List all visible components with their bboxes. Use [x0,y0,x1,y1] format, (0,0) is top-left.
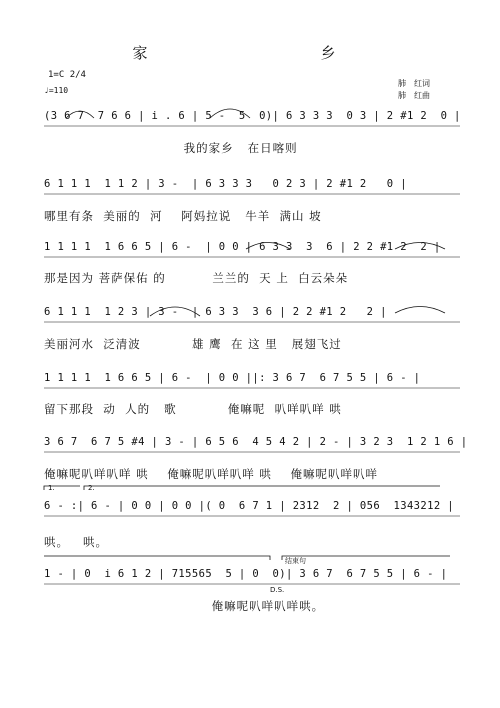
score-row-2-notes: 6 1 1 1 1 1 2 | 3 - | 6 3 3 3 0 2 3 | 2 #1 2 0 | [44,178,407,190]
volta-1-bracket [44,486,80,490]
volta-2-label: 2. [88,484,95,492]
score-row-1-lyrics: 我的家乡 在日喀则 [44,141,298,155]
key-signature: 1=C 2/4 [48,70,86,80]
slur-2 [210,109,250,118]
volta-1-label: 1. [48,484,55,492]
composer-credit: 肺 红曲 [398,91,430,100]
score-row-5-notes: 1 1 1 1 1 6 6 5 | 6 - | 0 0 ||: 3 6 7 6 7 5 5 | 6 - | [44,372,421,384]
score-row-3-lyrics: 那是因为 菩萨保佑 的 兰兰的 天 上 白云朵朵 [44,271,349,285]
slur-5 [395,243,445,250]
time-signature: 2/4 [69,70,86,80]
score-row-3-notes: 1 1 1 1 1 6 6 5 | 6 - | 0 0 | 6 3 3 3 6 | 2 2 #1 2 2 | [44,241,441,253]
score-row-7-lyrics: 哄。 哄。 [44,535,108,549]
volta-2-bracket [84,486,440,490]
ending-label: 结束句 [285,557,306,565]
score-row-6-notes: 3 6 7 6 7 5 #4 | 3 - | 6 5 6 4 5 4 2 | 2 - | 3 2 3 1 2 1 6 | [44,436,468,448]
slur-4 [246,243,290,250]
score-row-2-lyrics: 哪里有条 美丽的 河 阿妈拉说 牛羊 满山 坡 [44,209,322,223]
ending-bracket [282,556,450,560]
score-row-6-lyrics: 俺嘛呢叭咩叭咩 哄 俺嘛呢叭咩叭咩 哄 俺嘛呢叭咩叭咩 [44,467,379,481]
score-row-5-lyrics: 留下那段 动 人的 歌 俺嘛呢 叭咩叭咩 哄 [44,402,342,416]
score-row-4-lyrics: 美丽河水 泛清波 雄 鹰 在 这 里 展翅飞过 [44,337,342,351]
song-title: 家 乡 [132,44,368,62]
score-row-7-notes: 6 - :| 6 - | 0 0 | 0 0 |( 0 6 7 1 | 2312 2 | 056 1343212 | [44,500,455,512]
score-row-1-notes: (3 6 7 7 6 6 | i . 6 | 5 - 5 0)| 6 3 3 3 0 3 | 2 #1 2 0 | [44,110,461,122]
lyricist-credit: 肺 红词 [398,79,430,88]
ds-marking: D.S. [270,586,285,594]
ending-repeat-bracket [44,556,270,560]
slur-6 [395,307,445,314]
score-row-8-notes: 1 - | 0 i 6 1 2 | 715565 5 | 0 0)| 3 6 7 6 7 5 5 | 6 - | [44,568,448,580]
slur-1 [66,111,94,118]
score-row-8-lyrics: 俺嘛呢叭咩叭咩哄。 [44,599,325,613]
tempo-marking: ♩=110 [44,86,69,95]
score-row-4-notes: 6 1 1 1 1 2 3 | 3 - | 6 3 3 3 6 | 2 2 #1 2 2 | [44,306,387,318]
slur-3 [150,307,200,316]
